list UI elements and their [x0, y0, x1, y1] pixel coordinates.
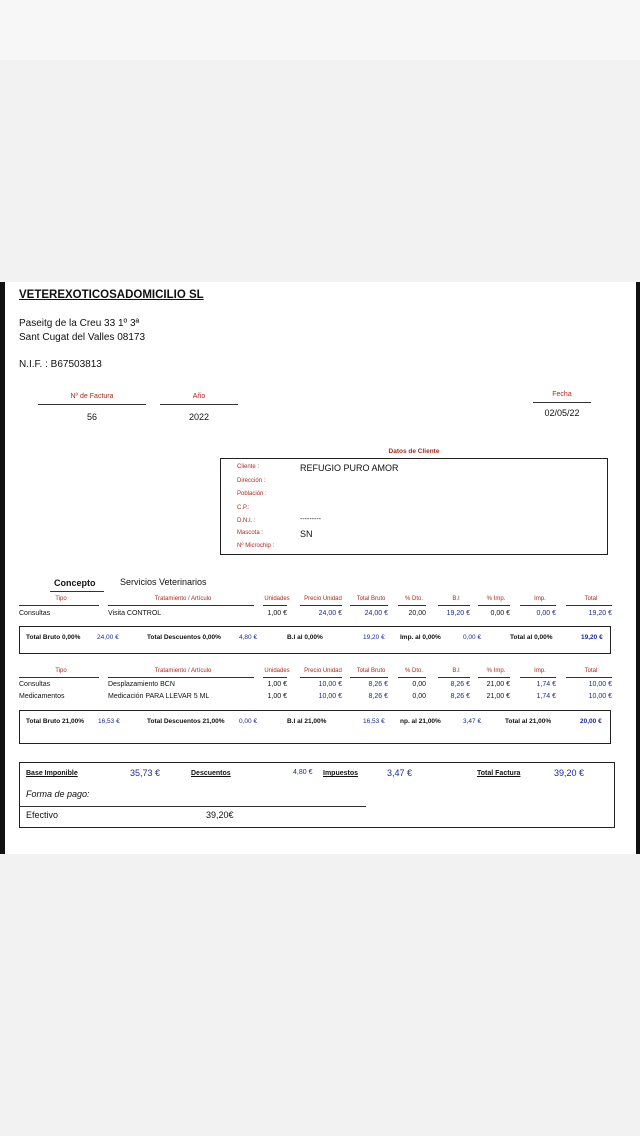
viewer-top-bar [0, 0, 640, 60]
group2-table-cell: 8,26 € [450, 693, 470, 700]
invoice-year: 2022 [188, 412, 210, 422]
client-label-direccion: Dirección : [237, 478, 266, 484]
g1-bi-label: B.I al 0,00% [287, 634, 323, 641]
group2-col-header: % Dto. [404, 668, 423, 674]
impuestos-label: Impuestos [323, 770, 359, 777]
client-label-cp: C.P.: [237, 505, 250, 511]
total-factura-label: Total Factura [477, 770, 521, 777]
client-label-dni: D.N.I. : [237, 518, 256, 524]
group2-table-cell: 1,00 € [267, 681, 287, 688]
group2-table-cell: 10,00 € [318, 693, 342, 700]
invoice-year-label: Año [192, 393, 206, 400]
group2-col-header: Tratamiento / Artículo [154, 668, 212, 674]
g1-desc-value: 4,80 € [239, 634, 258, 641]
g2-desc-value: 0,00 € [239, 718, 258, 725]
totals-box [19, 762, 615, 828]
group2-table-cell: Medicación PARA LLEVAR 5 ML [108, 693, 210, 700]
document-left-edge [0, 282, 5, 854]
group1-table-cell: 0,00 € [490, 610, 510, 617]
group2-col-header: % Imp. [486, 668, 506, 674]
g1-total-label: Total al 0,00% [510, 634, 553, 641]
group1-table-cell: 0,00 € [536, 610, 556, 617]
base-imponible-value: 35,73 € [130, 768, 161, 778]
g2-imp-value: 3,47 € [463, 718, 482, 725]
descuentos-label: Descuentos [191, 770, 231, 777]
client-section-title: Datos de Cliente [388, 448, 440, 455]
client-label-cliente: Cliente : [237, 464, 260, 470]
g2-bi-label: B.I al 21,00% [287, 718, 327, 725]
g1-imp-label: Imp. al 0,00% [400, 634, 441, 641]
group1-col-header: Unidades [264, 596, 290, 602]
g2-desc-label: Total Descuentos 21,00% [147, 718, 225, 725]
company-name: VETEREXOTICOSADOMICILIO SL [19, 289, 204, 301]
group1-table-cell: 24,00 € [364, 610, 388, 617]
group2-table-cell: 1,00 € [267, 693, 287, 700]
g1-bruto-value: 24,00 € [97, 634, 119, 641]
g1-bi-value: 19,20 € [363, 634, 385, 641]
group2-table-cell: 0,00 [412, 681, 426, 688]
g2-bi-value: 16,53 € [363, 718, 385, 725]
group1-col-header: B.I [452, 596, 460, 602]
group1-col-header: Tipo [55, 596, 67, 602]
payment-amount: 39,20€ [206, 810, 234, 820]
group1-col-header: Total [584, 596, 598, 602]
group2-col-header: Tipo [55, 668, 67, 674]
group1-table-cell: 20,00 [408, 610, 426, 617]
group1-col-header: % Imp. [486, 596, 506, 602]
client-dni: --------- [300, 516, 321, 523]
group2-table-cell: 8,26 € [450, 681, 470, 688]
group2-table-cell: Desplazamiento BCN [108, 681, 175, 688]
invoice-number-label: Nº de Factura [70, 393, 114, 400]
g1-bruto-label: Total Bruto 0,00% [26, 634, 81, 641]
company-address-line1: Paseitg de la Creu 33 1º 3ª [19, 318, 140, 329]
group2-table-cell: 8,26 € [368, 681, 388, 688]
company-nif: N.I.F. : B67503813 [19, 359, 102, 370]
g1-desc-label: Total Descuentos 0,00% [147, 634, 221, 641]
base-imponible-label: Base Imponible [26, 770, 78, 777]
invoice-date: 02/05/22 [544, 408, 580, 418]
g2-bruto-value: 16,53 € [98, 718, 120, 725]
impuestos-value: 3,47 € [387, 768, 413, 778]
group1-table-cell: Visita CONTROL [108, 610, 162, 617]
group2-table-cell: Medicamentos [19, 693, 65, 700]
group2-table-cell: Consultas [19, 681, 51, 688]
group2-table-cell: 0,00 [412, 693, 426, 700]
group2-col-header: Imp. [534, 668, 546, 674]
group1-table-cell: 1,00 € [267, 610, 287, 617]
concepto-value: Servicios Veterinarios [120, 577, 207, 587]
group2-summary-box [19, 710, 611, 744]
total-factura-value: 39,20 € [554, 768, 585, 778]
group1-col-header: Tratamiento / Artículo [154, 596, 212, 602]
group2-col-header: Precio Unidad [304, 668, 342, 674]
client-box [220, 458, 608, 555]
client-mascota: SN [300, 529, 313, 539]
g2-imp-label: np. al 21,00% [400, 718, 441, 725]
descuentos-value: 4,80 € [293, 769, 313, 776]
g2-total-label: Total al 21,00% [505, 718, 552, 725]
g1-total-value: 19,20 € [581, 634, 603, 641]
group2-table-cell: 10,00 € [318, 681, 342, 688]
g2-bruto-label: Total Bruto 21,00% [26, 718, 85, 725]
group2-col-header: Total [584, 668, 598, 674]
invoice-date-label: Fecha [552, 391, 572, 398]
group2-col-header: B.I [452, 668, 460, 674]
group2-col-header: Unidades [264, 668, 290, 674]
group1-col-header: % Dto. [404, 596, 423, 602]
invoice-number: 56 [86, 412, 97, 422]
client-label-mascota: Mascota : [237, 530, 264, 536]
group2-table-cell: 21,00 € [486, 693, 510, 700]
group2-table-cell: 1,74 € [536, 681, 556, 688]
group2-table-cell: 21,00 € [486, 681, 510, 688]
company-address-line2: Sant Cugat del Valles 08173 [19, 332, 146, 343]
client-label-microchip: Nº Microchip : [237, 543, 275, 549]
document-right-edge [636, 282, 640, 854]
group1-table-cell: 24,00 € [318, 610, 342, 617]
group2-table-cell: 10,00 € [588, 693, 612, 700]
group1-table-cell: 19,20 € [446, 610, 470, 617]
group1-col-header: Total Bruto [356, 596, 386, 602]
g1-imp-value: 0,00 € [463, 634, 482, 641]
client-label-poblacion: Población : [237, 491, 267, 497]
group2-table-cell: 10,00 € [588, 681, 612, 688]
group1-table-cell: 19,20 € [588, 610, 612, 617]
group1-col-header: Precio Unidad [304, 596, 342, 602]
payment-method: Efectivo [26, 810, 59, 820]
g2-total-value: 20,00 € [580, 718, 602, 725]
group2-col-header: Total Bruto [356, 668, 386, 674]
group2-table-cell: 1,74 € [536, 693, 556, 700]
concepto-label: Concepto [54, 578, 96, 588]
client-name: REFUGIO PURO AMOR [300, 463, 399, 473]
group1-table-cell: Consultas [19, 610, 51, 617]
group2-table-cell: 8,26 € [368, 693, 388, 700]
payment-label: Forma de pago: [26, 789, 90, 799]
group1-col-header: Imp. [534, 596, 546, 602]
